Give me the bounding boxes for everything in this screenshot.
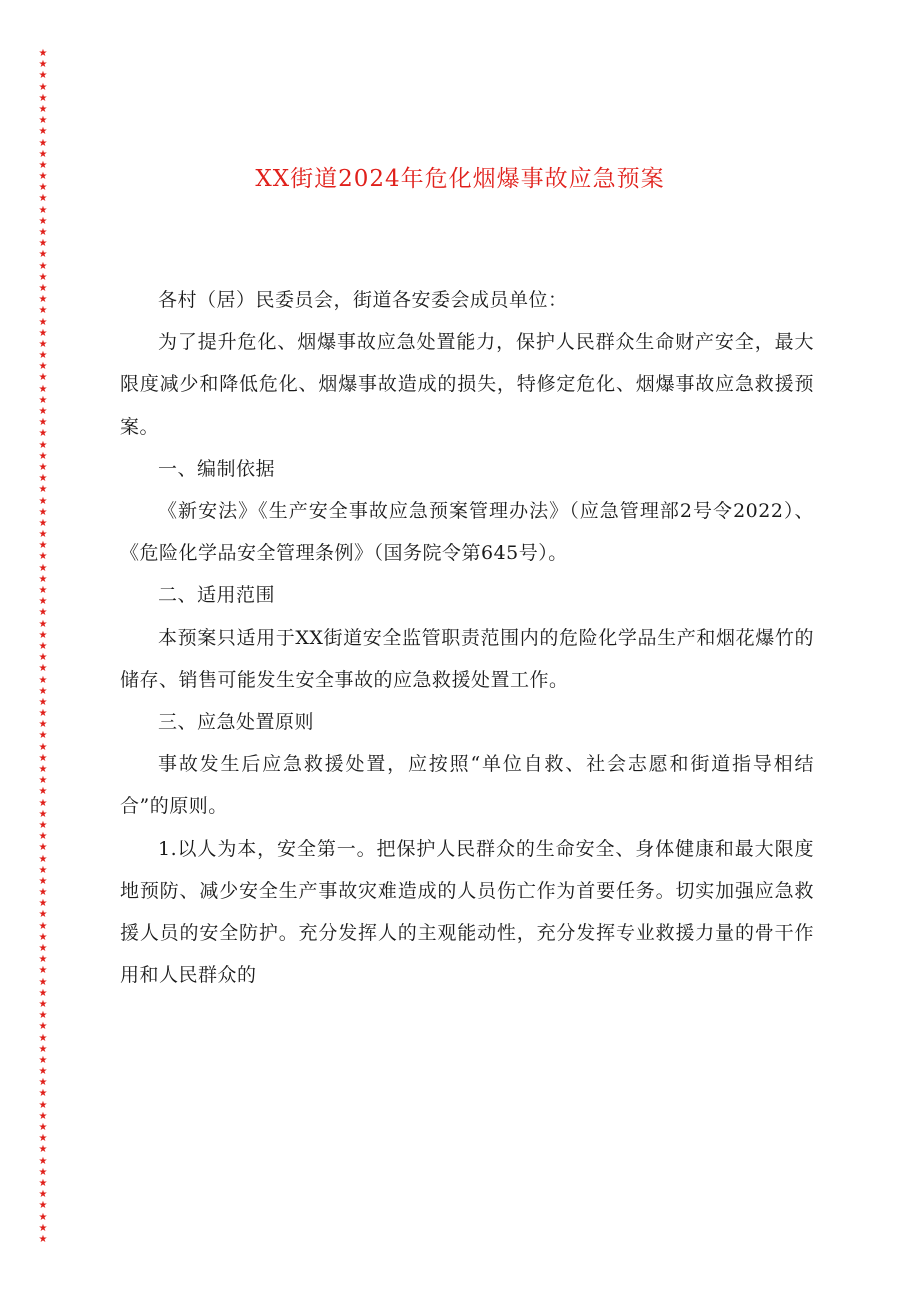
section-heading-basis: 一、编制依据	[158, 457, 276, 480]
star-icon: ★	[38, 976, 48, 988]
star-icon: ★	[38, 473, 48, 485]
star-icon: ★	[38, 819, 48, 831]
star-icon: ★	[38, 887, 48, 899]
star-icon: ★	[38, 193, 48, 205]
star-icon: ★	[38, 931, 48, 943]
star-icon: ★	[38, 227, 48, 238]
star-icon: ★	[38, 417, 48, 429]
star-icon: ★	[38, 898, 48, 910]
star-icon: ★	[38, 439, 48, 451]
star-icon: ★	[38, 987, 48, 999]
star-icon: ★	[38, 327, 48, 339]
star-icon: ★	[38, 383, 48, 395]
star-icon: ★	[38, 998, 48, 1010]
star-icon: ★	[38, 1166, 48, 1178]
star-icon: ★	[38, 875, 48, 887]
star-icon: ★	[38, 1189, 48, 1201]
star-icon: ★	[38, 350, 48, 362]
star-border	[36, 48, 50, 1245]
star-icon: ★	[38, 540, 48, 552]
star-icon: ★	[38, 618, 48, 630]
star-icon: ★	[38, 551, 48, 563]
star-icon: ★	[38, 48, 48, 59]
star-icon: ★	[38, 853, 48, 865]
star-icon: ★	[38, 696, 48, 708]
salutation: 各村（居）民委员会，街道各安委会成员单位：	[158, 289, 568, 311]
star-icon: ★	[38, 294, 48, 306]
star-icon: ★	[38, 159, 48, 171]
star-icon: ★	[38, 260, 48, 272]
star-icon: ★	[38, 137, 48, 149]
star-icon: ★	[38, 652, 48, 664]
star-icon: ★	[38, 171, 48, 183]
star-icon: ★	[38, 495, 48, 507]
star-icon: ★	[38, 1200, 48, 1212]
star-icon: ★	[38, 663, 48, 675]
star-icon: ★	[38, 271, 48, 283]
star-icon: ★	[38, 103, 48, 115]
star-icon: ★	[38, 517, 48, 529]
star-icon: ★	[38, 1155, 48, 1167]
star-icon: ★	[38, 249, 48, 261]
star-icon: ★	[38, 215, 48, 227]
star-icon: ★	[38, 484, 48, 496]
star-icon: ★	[38, 81, 48, 93]
section-heading-principles: 三、应急处置原则	[158, 711, 315, 734]
star-icon: ★	[38, 741, 48, 753]
star-icon: ★	[38, 842, 48, 854]
star-icon: ★	[38, 1077, 48, 1089]
star-icon: ★	[38, 1066, 48, 1078]
star-icon: ★	[38, 305, 48, 317]
star-icon: ★	[38, 640, 48, 652]
star-icon: ★	[38, 730, 48, 742]
star-icon: ★	[38, 148, 48, 160]
star-icon: ★	[38, 775, 48, 787]
star-icon: ★	[38, 361, 48, 373]
star-icon: ★	[38, 1177, 48, 1189]
star-icon: ★	[38, 1144, 48, 1156]
star-icon: ★	[38, 831, 48, 843]
principle-item-1: 1.以人为本，安全第一。把保护人民群众的生命安全、身体健康和最大限度地预防、减少安全生产事故灾难造成的人员伤亡作为首要任务。切实加强应急救援人员的安全防护。充分发挥人的主观能动性，充分发挥专业救援力量的骨干作用和人民群众的	[120, 837, 814, 987]
star-icon: ★	[38, 573, 48, 585]
star-icon: ★	[38, 752, 48, 764]
star-icon: ★	[38, 1043, 48, 1055]
star-icon: ★	[38, 428, 48, 440]
star-icon: ★	[38, 126, 48, 138]
star-icon: ★	[38, 316, 48, 328]
star-icon: ★	[38, 943, 48, 954]
star-icon: ★	[38, 786, 48, 798]
star-icon: ★	[38, 1054, 48, 1066]
basis-paragraph: 《新安法》《生产安全事故应急预案管理办法》（应急管理部2号令2022）、《危险化学品安全管理条例》（国务院令第645号）。	[120, 500, 814, 565]
star-icon: ★	[38, 965, 48, 977]
star-icon: ★	[38, 685, 48, 697]
star-icon: ★	[38, 115, 48, 127]
star-icon: ★	[38, 1122, 48, 1133]
star-icon: ★	[38, 1110, 48, 1122]
star-icon: ★	[38, 70, 48, 82]
star-icon: ★	[38, 461, 48, 473]
star-icon: ★	[38, 596, 48, 608]
star-icon: ★	[38, 719, 48, 731]
scope-paragraph: 本预案只适用于XX街道安全监管职责范围内的危险化学品生产和烟花爆竹的储存、销售可能发生安全事故的应急救援处置工作。	[120, 626, 814, 691]
star-icon: ★	[38, 406, 48, 417]
star-icon: ★	[38, 920, 48, 932]
star-icon: ★	[38, 506, 48, 518]
star-icon: ★	[38, 59, 48, 71]
star-icon: ★	[38, 562, 48, 574]
star-icon: ★	[38, 204, 48, 216]
star-icon: ★	[38, 954, 48, 966]
star-icon: ★	[38, 1099, 48, 1111]
star-icon: ★	[38, 182, 48, 194]
star-icon: ★	[38, 1010, 48, 1022]
star-icon: ★	[38, 1222, 48, 1234]
star-icon: ★	[38, 1021, 48, 1033]
intro-paragraph: 为了提升危化、烟爆事故应急处置能力，保护人民群众生命财产安全，最大限度减少和降低危化、烟爆事故造成的损失，特修定危化、烟爆事故应急救援预案。	[120, 331, 814, 438]
star-icon: ★	[38, 394, 48, 406]
star-icon: ★	[38, 238, 48, 250]
star-icon: ★	[38, 450, 48, 462]
document-body	[120, 279, 814, 996]
principles-paragraph: 事故发生后应急救援处置，应按照“单位自救、社会志愿和街道指导相结合”的原则。	[120, 753, 814, 818]
star-icon: ★	[38, 629, 48, 641]
star-icon: ★	[38, 708, 48, 720]
star-icon: ★	[38, 808, 48, 820]
star-icon: ★	[38, 1032, 48, 1044]
star-icon: ★	[38, 338, 48, 350]
star-icon: ★	[38, 372, 48, 384]
section-heading-scope: 二、适用范围	[158, 584, 276, 607]
star-icon: ★	[38, 529, 48, 541]
star-icon: ★	[38, 607, 48, 619]
star-icon: ★	[38, 764, 48, 775]
document-title: XX街道2024年危化烟爆事故应急预案	[255, 166, 665, 192]
star-icon: ★	[38, 1233, 48, 1245]
star-icon: ★	[38, 864, 48, 876]
star-icon: ★	[38, 92, 48, 104]
star-icon: ★	[38, 797, 48, 809]
star-icon: ★	[38, 909, 48, 921]
star-icon: ★	[38, 282, 48, 294]
star-icon: ★	[38, 585, 48, 596]
star-icon: ★	[38, 674, 48, 686]
star-icon: ★	[38, 1211, 48, 1223]
star-icon: ★	[38, 1133, 48, 1145]
star-icon: ★	[38, 1088, 48, 1100]
